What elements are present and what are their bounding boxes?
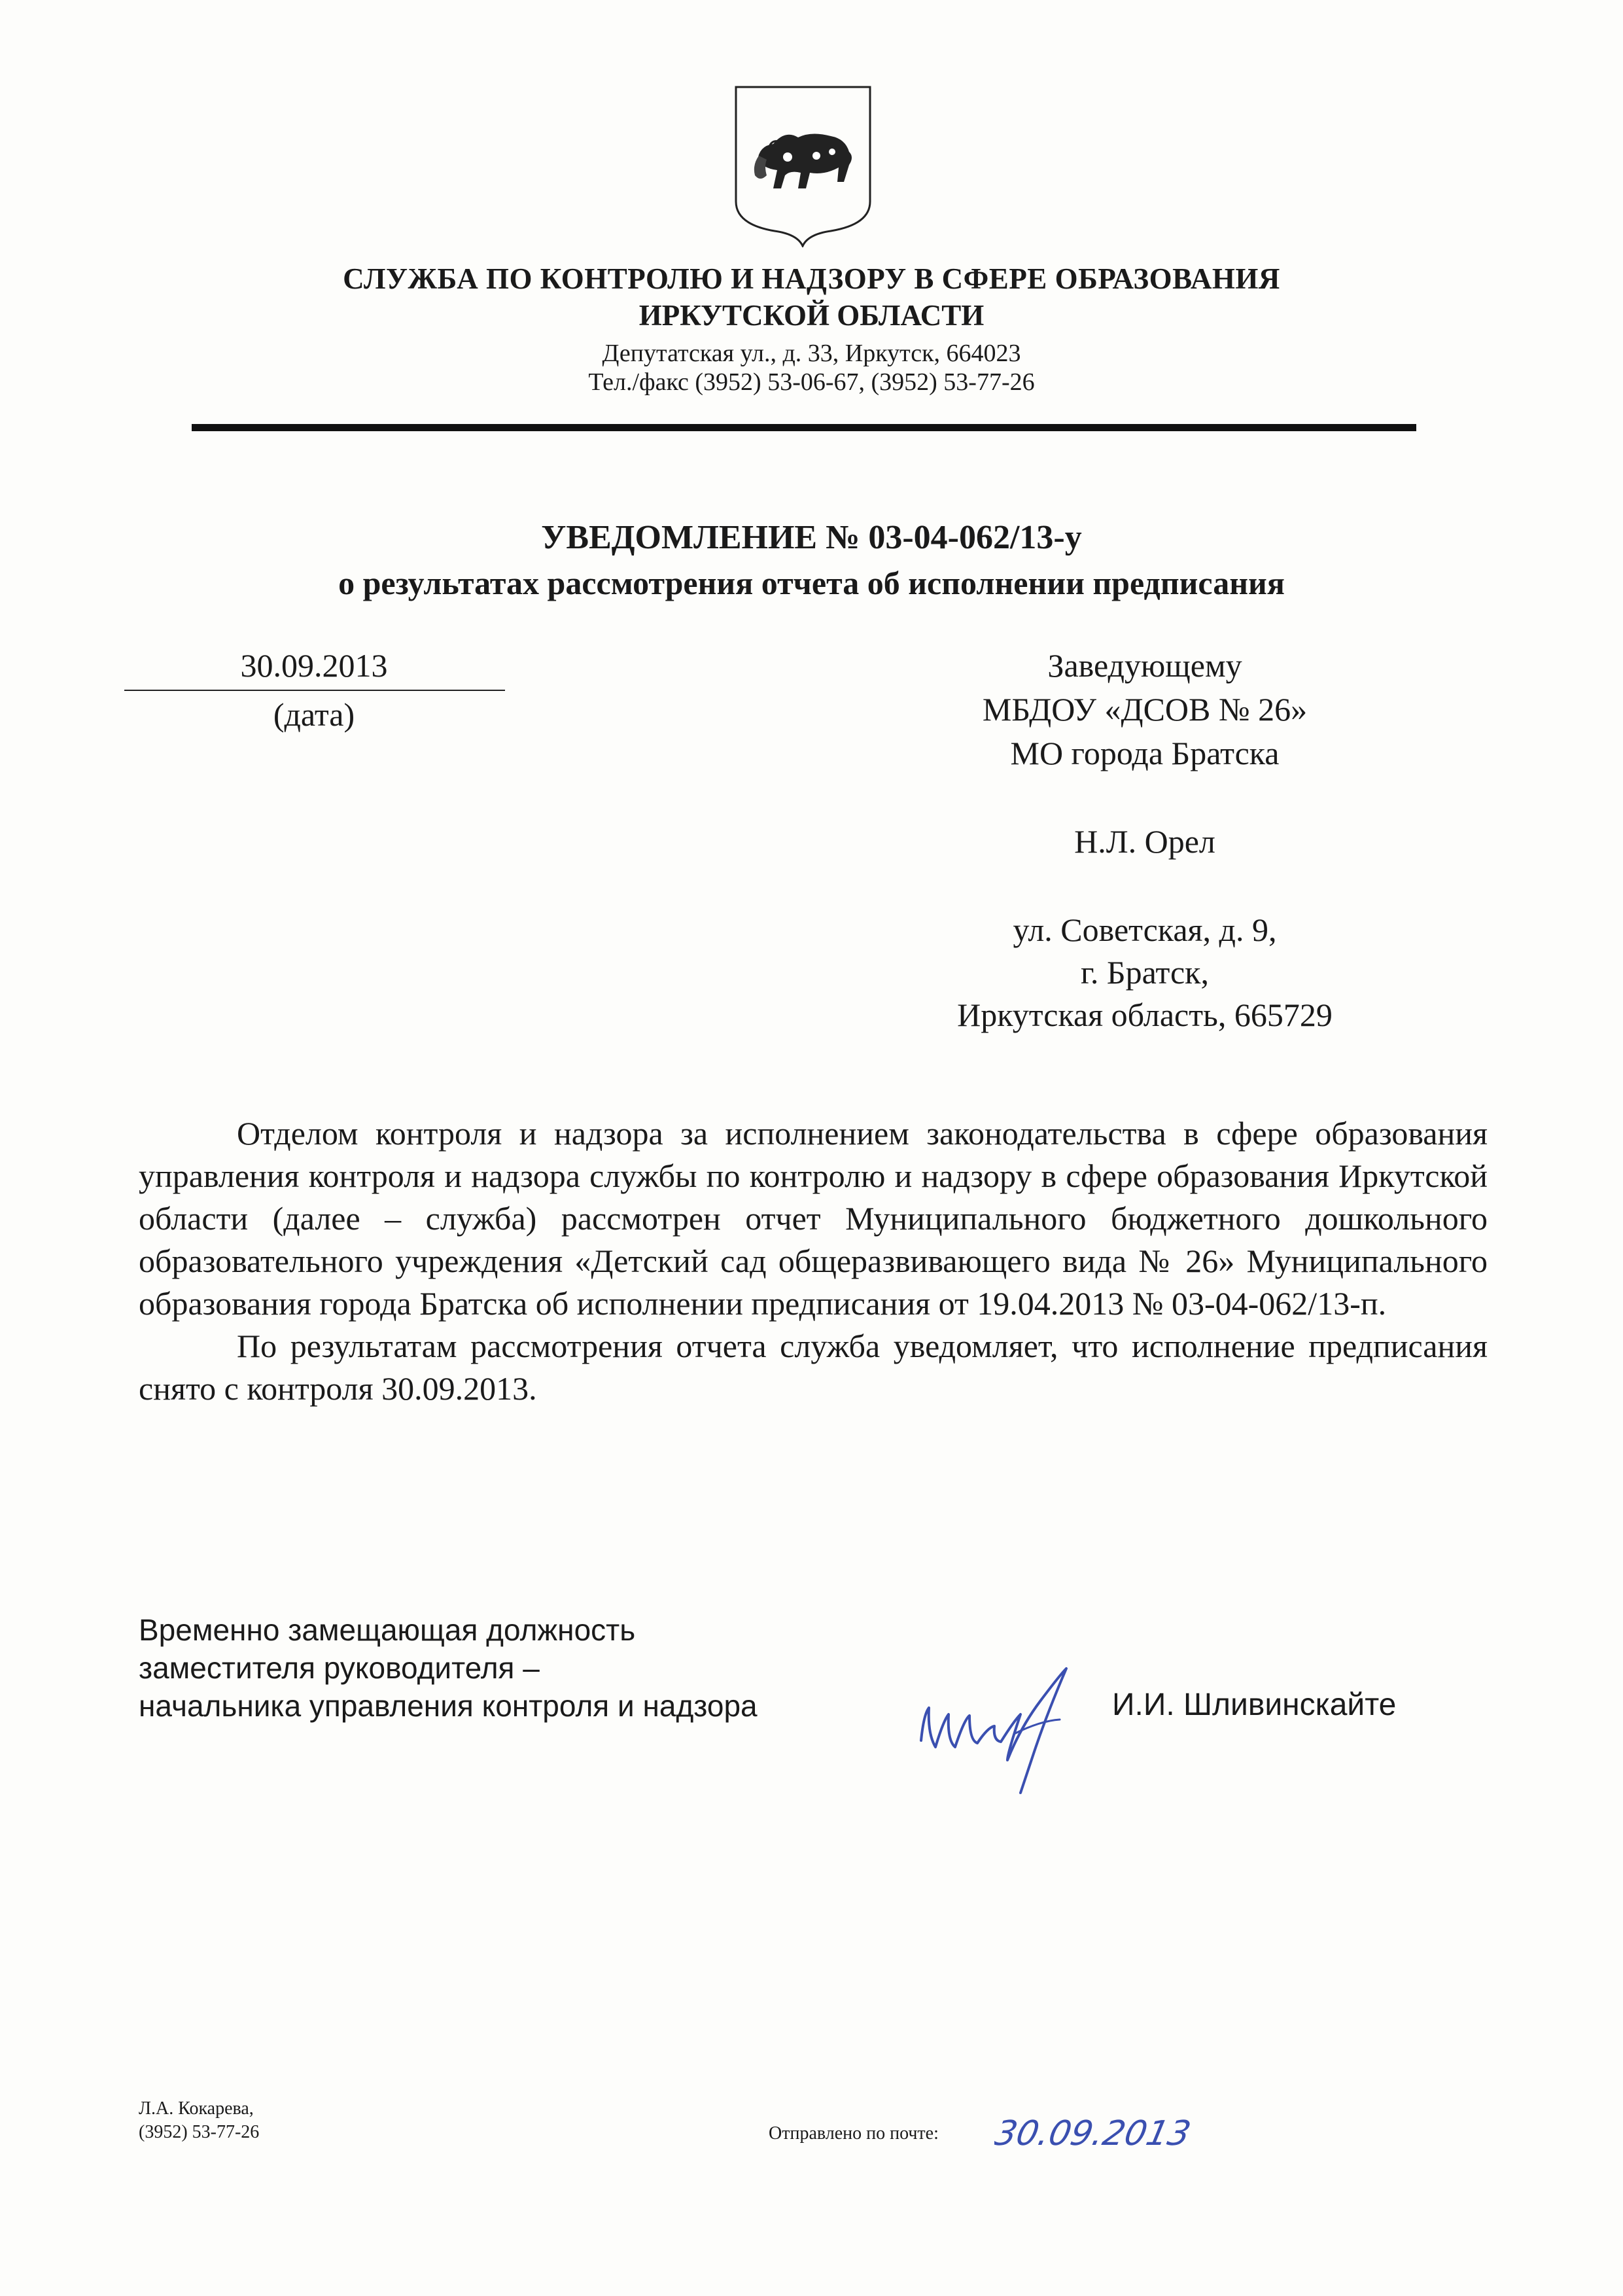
date-underline	[124, 690, 505, 691]
organization-phone: Тел./факс (3952) 53-06-67, (3952) 53-77-26	[588, 368, 1035, 396]
handwritten-sent-date	[994, 2107, 1204, 2159]
handwritten-signature	[909, 1642, 1106, 1799]
organization-name-line1: СЛУЖБА ПО КОНТРОЛЮ И НАДЗОРУ В СФЕРЕ ОБРАЗОВАНИЯ	[343, 262, 1280, 295]
recipient-region: Иркутская область, 665729	[957, 997, 1333, 1033]
recipient-institution: МБДОУ «ДСОВ № 26»	[982, 691, 1308, 728]
signer-name: И.И. Шливинскайте	[1112, 1687, 1397, 1722]
sent-by-mail-label: Отправлено по почте:	[769, 2123, 939, 2144]
document-subtitle: о результатах рассмотрения отчета об исполнении предписания	[338, 565, 1285, 601]
organization-name-line2: ИРКУТСКОЙ ОБЛАСТИ	[638, 299, 985, 332]
recipient-title: Заведующему	[1047, 647, 1242, 684]
letter-body	[139, 1112, 1488, 1410]
recipient-street: ул. Советская, д. 9,	[1013, 911, 1277, 948]
executor-info	[139, 2097, 259, 2144]
recipient-municipality: МО города Братска	[1010, 735, 1280, 771]
signatory-position	[139, 1611, 924, 1725]
sent-date-text: 30.09.2013	[994, 2113, 1195, 2153]
organization-address: Депутатская ул., д. 33, Иркутск, 664023	[602, 340, 1021, 367]
recipient-city: г. Братск,	[1081, 954, 1209, 991]
header-divider	[192, 424, 1416, 431]
coat-of-arms-emblem	[733, 84, 873, 247]
irkutsk-coat-of-arms-icon	[733, 84, 873, 247]
body-paragraph-1: Отделом контроля и надзора за исполнением законодательства в сфере образования управления контроля и надзора службы по контролю и надзору в сфере образования Иркутской области (далее – служба) рассмотрен отчет Муниципального бюджетного дошкольного образовательного учреждения «Детский сад общеразвивающего вида № 26» Муниципального образования города Братска об исполнении предписания от 19.04.2013 № 03-04-062/13-п.	[139, 1115, 1488, 1322]
body-paragraph-2: По результатам рассмотрения отчета служба уведомляет, что исполнение предписания снято с контроля 30.09.2013.	[139, 1328, 1488, 1407]
position-line3: начальника управления контроля и надзора	[139, 1689, 758, 1723]
date-caption: (дата)	[273, 696, 355, 733]
position-line2: заместителя руководителя –	[139, 1651, 540, 1685]
document-title: УВЕДОМЛЕНИЕ № 03-04-062/13-у	[541, 519, 1082, 556]
position-line1: Временно замещающая должность	[139, 1613, 636, 1647]
recipient-name: Н.Л. Орел	[1074, 823, 1215, 860]
document-date: 30.09.2013	[240, 647, 388, 684]
executor-name: Л.А. Кокарева,	[139, 2098, 254, 2119]
executor-phone: (3952) 53-77-26	[139, 2122, 260, 2142]
